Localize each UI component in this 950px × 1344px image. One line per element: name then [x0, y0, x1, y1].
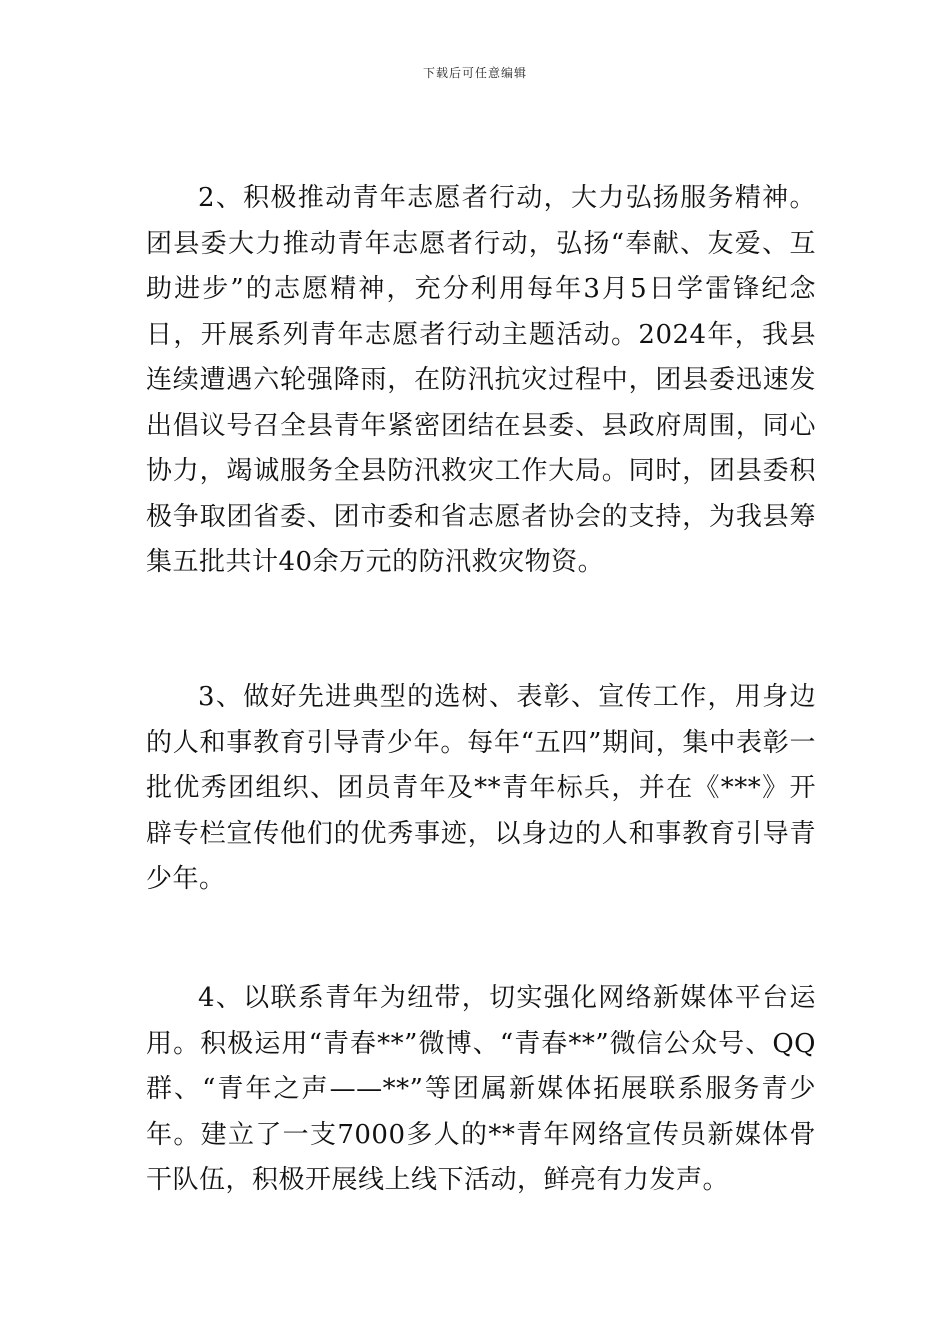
paragraph-role-models: 3、做好先进典型的选树、表彰、宣传工作，用身边的人和事教育引导青少年。每年“五四”期间，集中表彰一批优秀团组织、团员青年及**青年标兵，并在《***》开辟专栏宣传他们的优秀事迹，以身边的人和事教育引导青少年。 — [146, 682, 816, 894]
page-header: 下载后可任意编辑 — [422, 66, 527, 80]
paragraph-new-media: 4、以联系青年为纽带，切实强化网络新媒体平台运用。积极运用“青春**”微博、“青春**”微信公众号、QQ群、“青年之声——**”等团属新媒体拓展联系服务青少年。建立了一支7000多人的**青年网络宣传员新媒体骨干队伍，积极开展线上线下活动，鲜亮有力发声。 — [146, 983, 816, 1195]
paragraph-volunteer-action: 2、积极推动青年志愿者行动，大力弘扬服务精神。团县委大力推动青年志愿者行动，弘扬“奉献、友爱、互助进步”的志愿精神，充分利用每年3月5日学雷锋纪念日，开展系列青年志愿者行动主题活动。2024年，我县连续遭遇六轮强降雨，在防汛抗灾过程中，团县委迅速发出倡议号召全县青年紧密团结在县委、县政府周围，同心协力，竭诚服务全县防汛救灾工作大局。同时，团县委积极争取团省委、团市委和省志愿者协会的支持，为我县筹集五批共计40余万元的防汛救灾物资。 — [146, 183, 816, 577]
